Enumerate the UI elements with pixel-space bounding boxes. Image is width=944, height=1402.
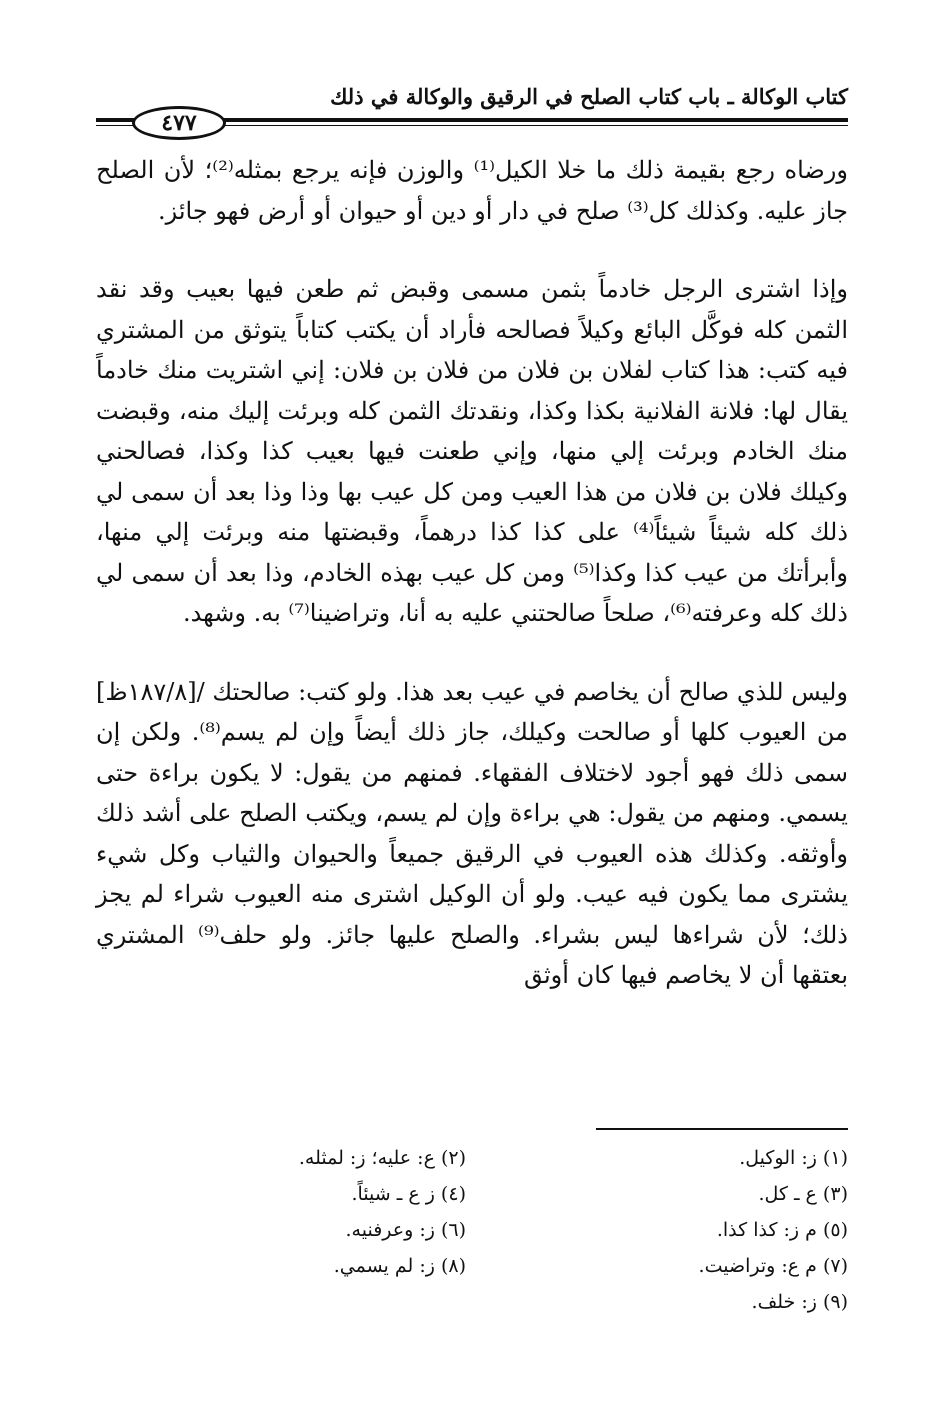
paragraph: وإذا اشترى الرجل خادماً بثمن مسمى وقبض ثم طعن فيها بعيب وقد نقد الثمن كله فوكَّل البائع وكيلاً فصالحه فأراد أن يكتب كتاباً يتوثق من المشتري فيه كتب: هذا كتاب لفلان بن فلان من فلان بن فلان: إني اشتريت منك خادماً يقال لها: فلانة الفلانية بكذا وكذا، ونقدتك الثمن كله وبرئت إليك منه، وقبضت منك الخادم وبرئت إلي منها، وإني طعنت فيها بعيب كذا وكذا، فصالحني وكيلك فلان بن فلان من هذا العيب ومن كل عيب بها وذا وذا بعد أن سمى لي ذلك كله شيئاً شيئاً⁽⁴⁾ على كذا كذا درهماً، وقبضتها منه وبرئت إلي منها، وأبرأتك من عيب كذا وكذا⁽⁵⁾ ومن كل عيب بهذه الخادم، وذا بعد أن سمى لي ذلك كله وعرفته⁽⁶⁾، صلحاً صالحتني عليه به أنا، وتراضينا⁽⁷⁾ به. وشهد. <box>96 275 849 627</box>
footnote-divider <box>596 1128 848 1130</box>
paragraph: ورضاه رجع بقيمة ذلك ما خلا الكيل⁽¹⁾ والوزن فإنه يرجع بمثله⁽²⁾؛ لأن الصلح جاز عليه. وكذلك كل⁽³⁾ صلح في دار أو دين أو حيوان أو أرض فهو جائز. <box>96 156 848 225</box>
footnote: (٤) ز ع ـ شيئاً. <box>351 1183 466 1205</box>
footnotes-left-column <box>166 1140 466 1284</box>
page-number: ٤٧٧ <box>132 106 226 140</box>
footnote: (٦) ز: وعرفنيه. <box>345 1219 466 1241</box>
footnotes <box>96 1140 848 1320</box>
footnote: (٢) ع: عليه؛ ز: لمثله. <box>298 1147 466 1169</box>
footnote: (٣) ع ـ كل. <box>758 1183 848 1205</box>
main-text <box>96 150 848 996</box>
footnote: (٧) م ع: وتراضيت. <box>698 1255 848 1277</box>
footnote: (٥) م ز: كذا كذا. <box>716 1219 848 1241</box>
chapter-title: كتاب الوكالة ـ باب كتاب الصلح في الرقيق والوكالة في ذلك <box>330 84 848 109</box>
footnote: (٨) ز: لم يسمي. <box>333 1255 466 1277</box>
footnote: (٩) ز: خلف. <box>751 1291 848 1313</box>
footnote: (١) ز: الوكيل. <box>739 1147 848 1169</box>
paragraph: وليس للذي صالح أن يخاصم في عيب بعد هذا. ولو كتب: صالحتك /[١٨٧/٨ظ] من العيوب كلها أو صالحت وكيلك، جاز ذلك أيضاً وإن لم يسم⁽⁸⁾. ولكن إن سمى ذلك فهو أجود لاختلاف الفقهاء. فمنهم من يقول: لا يكون براءة حتى يسمي. ومنهم من يقول: هي براءة وإن لم يسم، ويكتب الصلح على أشد ذلك وأوثقه. وكذلك هذه العيوب في الرقيق جميعاً والحيوان والثياب وكل شيء يشترى مما يكون فيه عيب. ولو أن الوكيل اشترى منه العيوب شراء لم يجز ذلك؛ لأن شراءها ليس بشراء. والصلح عليها جائز. ولو حلف⁽⁹⁾ المشتري بعتقها أن لا يخاصم فيها كان أوثق <box>96 677 849 989</box>
running-header <box>96 82 848 136</box>
footnotes-right-column <box>548 1140 848 1320</box>
